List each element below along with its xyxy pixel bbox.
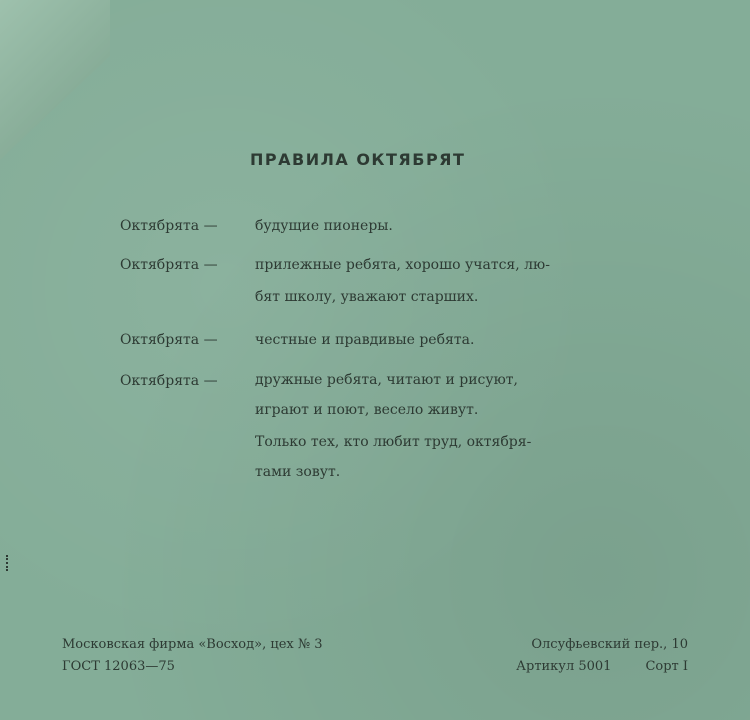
page-title: ПРАВИЛА ОКТЯБРЯТ [250, 150, 466, 169]
rule-body [255, 324, 620, 356]
publisher-text: Московская фирма «Восход», цех № 3 [62, 637, 323, 652]
rule-line: честные и правдивые ребята. [255, 332, 475, 348]
footer-row [478, 656, 688, 678]
rule-line: тами зовут. [255, 464, 341, 480]
article-text: Артикул 5001 [516, 659, 612, 674]
footer-right [478, 634, 688, 678]
rule-term: Октябрята — [120, 332, 218, 348]
rule-2 [120, 249, 620, 313]
footer-left [62, 634, 402, 678]
address-text: Олсуфьевский пер., 10 [531, 637, 688, 652]
rule-1 [120, 210, 620, 242]
rule-line: дружные ребята, читают и рисуют, [255, 372, 519, 388]
rule-line: прилежные ребята, хорошо учатся, лю- [255, 257, 550, 273]
rule-term: Октябрята — [120, 373, 218, 389]
rule-body [255, 210, 620, 242]
rule-4 [120, 365, 620, 485]
binding-mark [6, 555, 14, 571]
rule-line: бят школу, уважают старших. [255, 289, 479, 305]
rule-line: Только тех, кто любит труд, октября- [255, 434, 532, 450]
rule-line: будущие пионеры. [255, 218, 393, 234]
rule-term: Октябрята — [120, 218, 218, 234]
rule-line: играют и поют, весело живут. [255, 402, 479, 418]
grade-text: Сорт I [645, 659, 688, 674]
rule-term: Октябрята — [120, 257, 218, 273]
rule-body [255, 249, 620, 313]
rule-3 [120, 324, 620, 356]
standard-text: ГОСТ 12063—75 [62, 659, 175, 674]
rule-body [255, 365, 620, 487]
